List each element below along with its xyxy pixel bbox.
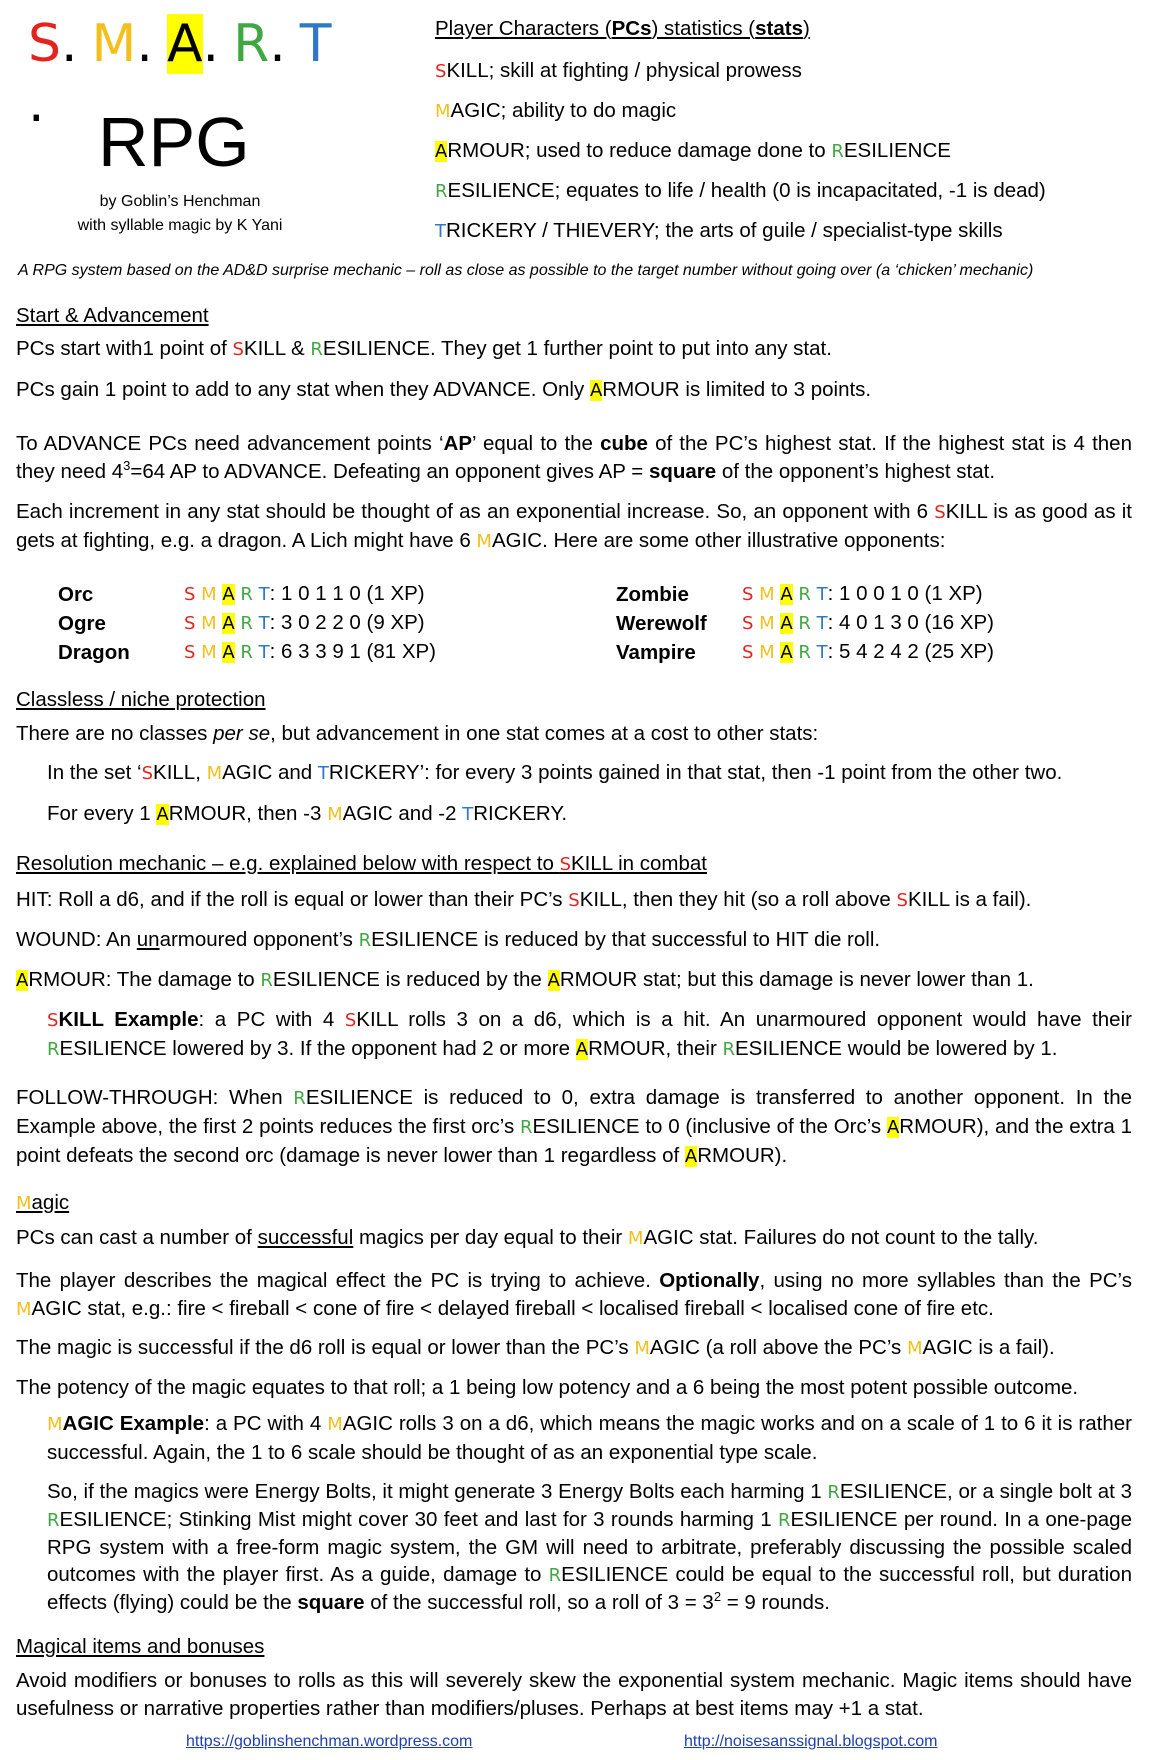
stats-panel [435,15,1135,251]
s-letter: S [184,584,196,605]
text: = 9 rounds. [721,1591,830,1614]
r-letter: R [260,970,273,991]
text: per se [213,722,271,745]
stats-heading [435,15,1135,51]
stat-resilience-text: ESILIENCE; equates to life / health (0 is incapacitated, -1 is dead) [447,179,1046,202]
r-letter: R [240,584,253,605]
logo-letter-s: S [28,14,62,74]
s-letter: S [742,584,754,605]
follow-through [16,1084,1132,1171]
text: AGIC rolls 3 on a d6, which means the magic works and on a scale of 1 to 6 it is rather successful. Again, the 1 to 6 scale should be thought of as an exponential type scale. [47,1412,1132,1464]
opponent-name: Zombie [616,582,689,606]
m-letter: M [759,642,775,663]
opponent-stats: S M A R T: 4 0 1 3 0 (16 XP) [742,611,995,634]
opponent-row [616,580,994,609]
text: There are no classes [16,722,214,745]
s-letter: S [184,642,196,663]
stat-skill-text: KILL; skill at fighting / physical prowess [446,59,802,82]
text: ESILIENCE, or a single bolt at 3 [839,1480,1132,1503]
m-letter: M [201,613,217,634]
opponent-values: 5 4 2 4 2 (25 XP) [839,640,995,663]
t-letter: T [317,763,329,784]
text: AGIC. Here are some other illustrative opponents: [491,529,946,552]
a-letter: A [435,141,448,162]
m-letter: M [206,763,223,784]
stat-armour-r-text: ESILIENCE [843,139,951,162]
r-letter: R [548,1565,562,1586]
start-p2 [16,376,871,405]
text: ESILIENCE per round. In a one-page RPG system with a free-form magic system, the GM will need to arbitrate, preferably discussing the possible scaled outcomes with the player first. As a guide, damage to [47,1508,1132,1586]
r-letter: R [798,613,811,634]
logo-dot: . [28,74,45,134]
text: : a PC with 4 [198,1008,345,1031]
text: So, if the magics were Energy Bolts, it might generate 3 Energy Bolts each harming 1 [47,1480,828,1503]
text: AGIC and [222,761,318,784]
opponent-name: Dragon [58,640,130,664]
logo-letter-a: A [166,14,203,74]
text: Each increment in any stat should be thought of as an exponential increase. So, an opponent with 6 [16,500,935,523]
stats-heading-mid: ) statistics ( [651,17,756,40]
text: The player describes the magical effect the PC is trying to achieve. [16,1269,660,1292]
text: square [648,460,717,483]
r-letter: R [798,584,811,605]
items-heading: Magical items and bonuses [16,1635,265,1658]
r-letter: R [240,613,253,634]
classless-p1 [16,720,818,748]
r-letter: R [777,1510,791,1531]
start-p1 [16,335,832,364]
text: agic [31,1191,70,1214]
text: KILL & [243,337,311,360]
s-letter: S [141,763,154,784]
logo-letter-t: T [299,14,332,74]
opponent-name: Ogre [58,611,106,635]
resolution-wound [16,926,880,955]
t-letter: T [462,804,474,825]
text: ESILIENCE to 0 (inclusive of the Orc’s [532,1115,887,1138]
opponent-stats: S M A R T: 1 0 0 1 0 (1 XP) [742,582,983,605]
opponent-row [616,609,994,638]
opponent-row [58,580,436,609]
a-letter: A [780,613,793,634]
text: AGIC stat. Failures do not count to the tally. [643,1226,1039,1249]
text: PCs start with1 point of [16,337,233,360]
start-p3 [16,430,1132,486]
logo-letter-m: M [91,14,137,74]
text: KILL, then they hit (so a roll above [579,888,897,911]
text: PCs gain 1 point to add to any stat when they ADVANCE. Only [16,378,590,401]
s-letter: S [742,613,754,634]
opponent-values: 4 0 1 3 0 (16 XP) [839,611,995,634]
resolution-armour [16,966,1034,995]
stats-heading-pre: Player Characters ( [435,17,612,40]
opponents-left [58,580,436,667]
text: KILL, [153,761,207,784]
m-letter: M [16,1299,32,1320]
opponent-stats: S M A R T: 6 3 3 9 1 (81 XP) [184,640,437,663]
footer-link-noisesanssignal[interactable]: http://noisesanssignal.blogspot.com [684,1733,938,1750]
m-letter: M [16,1193,32,1214]
text: ESILIENCE is reduced to 0, extra damage is transferred to another opponent. In the Example above, the first 2 points reduces the first orc’s [16,1086,1132,1138]
text: KILL is as good as it gets at fighting, e.g. a dragon. A Lich might have 6 [16,500,1133,552]
t-letter: T [435,221,446,242]
s-letter: S [896,890,908,911]
text: ESILIENCE is reduced by that successful to HIT die roll. [371,928,881,951]
byline-magic: with syllable magic by K Yani [77,217,283,234]
m-letter: M [476,531,492,552]
m-letter: M [201,642,217,663]
stats-heading-stats: stats [755,17,803,40]
a-letter: A [684,1146,698,1167]
text: RMOUR: The damage to [28,968,261,991]
text: RMOUR stat; but this damage is never lower than 1. [559,968,1034,991]
text: cube [600,432,648,455]
text: In the set ‘ [47,761,142,784]
r-letter: R [47,1510,60,1531]
text: AGIC is a fail). [922,1336,1055,1359]
byline-author: by Goblin’s Henchman [99,193,261,210]
opponent-stats: S M A R T: 5 4 2 4 2 (25 XP) [742,640,995,663]
text: =64 AP to ADVANCE. Defeating an opponent gives AP = [130,460,649,483]
t-letter: T [816,613,828,634]
opponent-stats: S M A R T: 1 0 1 1 0 (1 XP) [184,582,425,605]
text: ESILIENCE could be equal to the successful roll, but duration effects (flying) could be the [47,1563,1132,1614]
text: RMOUR, their [588,1037,723,1060]
byline [40,190,320,238]
superscript: 2 [713,1589,722,1605]
text: RMOUR, then -3 [168,802,328,825]
stat-magic-text: AGIC; ability to do magic [450,99,677,122]
m-letter: M [759,584,775,605]
s-letter: S [232,339,244,360]
s-letter: S [47,1010,59,1031]
r-letter: R [358,930,372,951]
magic-p3 [16,1334,1055,1363]
text: AGIC (a roll above the PC’s [649,1336,907,1359]
magic-p4: The potency of the magic equates to that roll; a 1 being low potency and a 6 being the most potent possible outcome. [16,1376,1079,1399]
text: ESILIENCE would be lowered by 1. [734,1037,1058,1060]
r-letter: R [798,642,811,663]
s-letter: S [742,642,754,663]
m-letter: M [627,1228,644,1249]
text: To ADVANCE PCs need advancement points ‘ [16,432,444,455]
stat-armour-text: RMOUR; used to reduce damage done to [447,139,826,162]
text: RMOUR). [697,1144,788,1167]
stat-magic [435,91,1135,131]
s-letter: S [568,890,580,911]
opponent-name: Vampire [616,640,696,664]
m-letter: M [906,1338,923,1359]
r-letter: R [831,141,844,162]
text: ESILIENCE. They get 1 further point to put into any stat. [322,337,832,360]
logo-dot: . [61,14,78,74]
m-letter: M [634,1338,650,1359]
r-letter: R [519,1117,533,1138]
text: square [297,1591,365,1614]
m-letter: M [327,804,343,825]
opponent-name: Werewolf [616,611,707,635]
text: AGIC stat, e.g.: fire < fireball < cone of fire < delayed fireball < localised fireball < localised cone of fire etc. [31,1297,994,1320]
items-p1: Avoid modifiers or bonuses to rolls as this will severely skew the exponential system mechanic. Magic items should have usefulness or narrative properties rather than modifiers/pluses. Perhaps at best items may +1 a stat. [16,1669,1132,1720]
opponent-values: 1 0 1 1 0 (1 XP) [281,582,425,605]
opponent-name: Orc [58,582,94,606]
text: Resolution mechanic – e.g. explained below with respect to [16,852,560,875]
a-letter: A [886,1117,900,1138]
a-letter: A [589,380,603,401]
opponent-row [58,638,436,667]
m-letter: M [201,584,217,605]
text: AP [443,432,473,455]
r-letter: R [722,1039,735,1060]
text: RMOUR is limited to 3 points. [602,378,872,401]
opponent-row [58,609,436,638]
a-letter: A [222,613,235,634]
text: RICKERY. [473,802,568,825]
text: KILL rolls 3 on a d6, which is a hit. An unarmoured opponent would have their [356,1008,1132,1031]
opponent-values: 3 0 2 2 0 (9 XP) [281,611,425,634]
text: of the PC’s highest stat. If the highest stat is 4 then they need 4 [16,432,1132,483]
tagline: A RPG system based on the AD&D surprise mechanic – roll as close as possible to the target number without going over (a ‘chicken’ mechanic) [18,262,1034,279]
a-letter: A [156,804,169,825]
text: ESILIENCE; Stinking Mist might cover 30 feet and last for 3 rounds harming 1 [59,1508,778,1531]
text: : a PC with 4 [204,1412,328,1435]
text: PCs can cast a number of [16,1226,258,1249]
r-letter: R [435,181,448,202]
text: of the successful roll, so a roll of 3 = 3 [364,1591,714,1614]
text: magics per day equal to their [353,1226,628,1249]
r-letter: R [827,1482,840,1503]
s-letter: S [934,502,946,523]
opponent-values: 1 0 0 1 0 (1 XP) [839,582,983,605]
stat-trickery [435,211,1135,251]
start-heading: Start & Advancement [16,304,209,327]
text: armoured opponent’s [159,928,359,951]
text: ESILIENCE is reduced by the [272,968,548,991]
superscript: 3 [123,458,131,474]
a-letter: A [780,642,793,663]
logo [28,14,348,134]
opponents-right [616,580,994,667]
opponent-values: 6 3 3 9 1 (81 XP) [281,640,437,663]
text: ’ equal to the [472,432,601,455]
m-letter: M [435,101,451,122]
m-letter: M [47,1414,63,1435]
t-letter: T [816,584,828,605]
r-letter: R [47,1039,60,1060]
text: KILL is a fail). [907,888,1032,911]
a-letter: A [222,642,235,663]
skill-example [47,1006,1132,1064]
m-letter: M [327,1414,343,1435]
stats-heading-pcs: PCs [611,17,652,40]
text: successful [257,1226,354,1249]
footer-link-goblinshenchman[interactable]: https://goblinshenchman.wordpress.com [186,1733,473,1750]
text: un [136,928,160,951]
t-letter: T [258,642,270,663]
stat-trickery-text: RICKERY / THIEVERY; the arts of guile / specialist-type skills [446,219,1003,242]
magic-p2 [16,1267,1132,1324]
text: KILL Example [58,1008,199,1031]
text: , but advancement in one stat comes at a cost to other stats: [270,722,819,745]
text: The magic is successful if the d6 roll is equal or lower than the PC’s [16,1336,635,1359]
text: RMOUR), and the extra 1 point defeats the second orc (damage is never lower than 1 regardless of [16,1115,1132,1167]
logo-dot: . [136,14,153,74]
stat-armour [435,131,1135,171]
start-p4 [16,498,1132,556]
text: AGIC Example [62,1412,205,1435]
classless-p3 [47,800,567,829]
a-letter: A [780,584,793,605]
text: FOLLOW-THROUGH: When [16,1086,294,1109]
text: HIT: Roll a d6, and if the roll is equal or lower than their PC’s [16,888,569,911]
logo-dot: . [202,14,220,74]
opponent-row [616,638,994,667]
a-letter: A [575,1039,589,1060]
r-letter: R [240,642,253,663]
text: WOUND: An [16,928,137,951]
text: For every 1 [47,802,157,825]
text: ESILIENCE lowered by 3. If the opponent had 2 or more [59,1037,576,1060]
classless-heading: Classless / niche protection [16,688,266,711]
logo-letter-r: R [233,14,270,74]
text: KILL in combat [571,852,707,875]
s-letter: S [184,613,196,634]
s-letter: S [435,61,447,82]
resolution-hit [16,886,1031,915]
text: of the opponent’s highest stat. [716,460,996,483]
a-letter: A [16,970,29,991]
magic-example [47,1410,1132,1467]
a-letter: A [222,584,235,605]
t-letter: T [258,613,270,634]
resolution-heading [16,850,707,879]
t-letter: T [816,642,828,663]
stat-skill [435,51,1135,91]
r-letter: R [310,339,323,360]
logo-rpg: RPG [98,103,250,181]
text: Optionally [659,1269,760,1292]
text: , using no more syllables than the PC’s [759,1269,1132,1292]
t-letter: T [258,584,270,605]
s-letter: S [344,1010,357,1031]
stats-heading-post: ) [803,17,810,40]
text: AGIC and -2 [342,802,463,825]
stat-resilience [435,171,1135,211]
a-letter: A [547,970,560,991]
text: RICKERY’: for every 3 points gained in that stat, then -1 point from the other two. [328,761,1063,784]
magic-p1 [16,1224,1038,1253]
s-letter: S [559,854,571,875]
m-letter: M [759,613,775,634]
classless-p2 [47,759,1062,788]
magic-heading [16,1189,69,1218]
magic-p5 [47,1478,1132,1616]
r-letter: R [293,1088,306,1109]
opponent-stats: S M A R T: 3 0 2 2 0 (9 XP) [184,611,425,634]
logo-dot: . [269,14,286,74]
